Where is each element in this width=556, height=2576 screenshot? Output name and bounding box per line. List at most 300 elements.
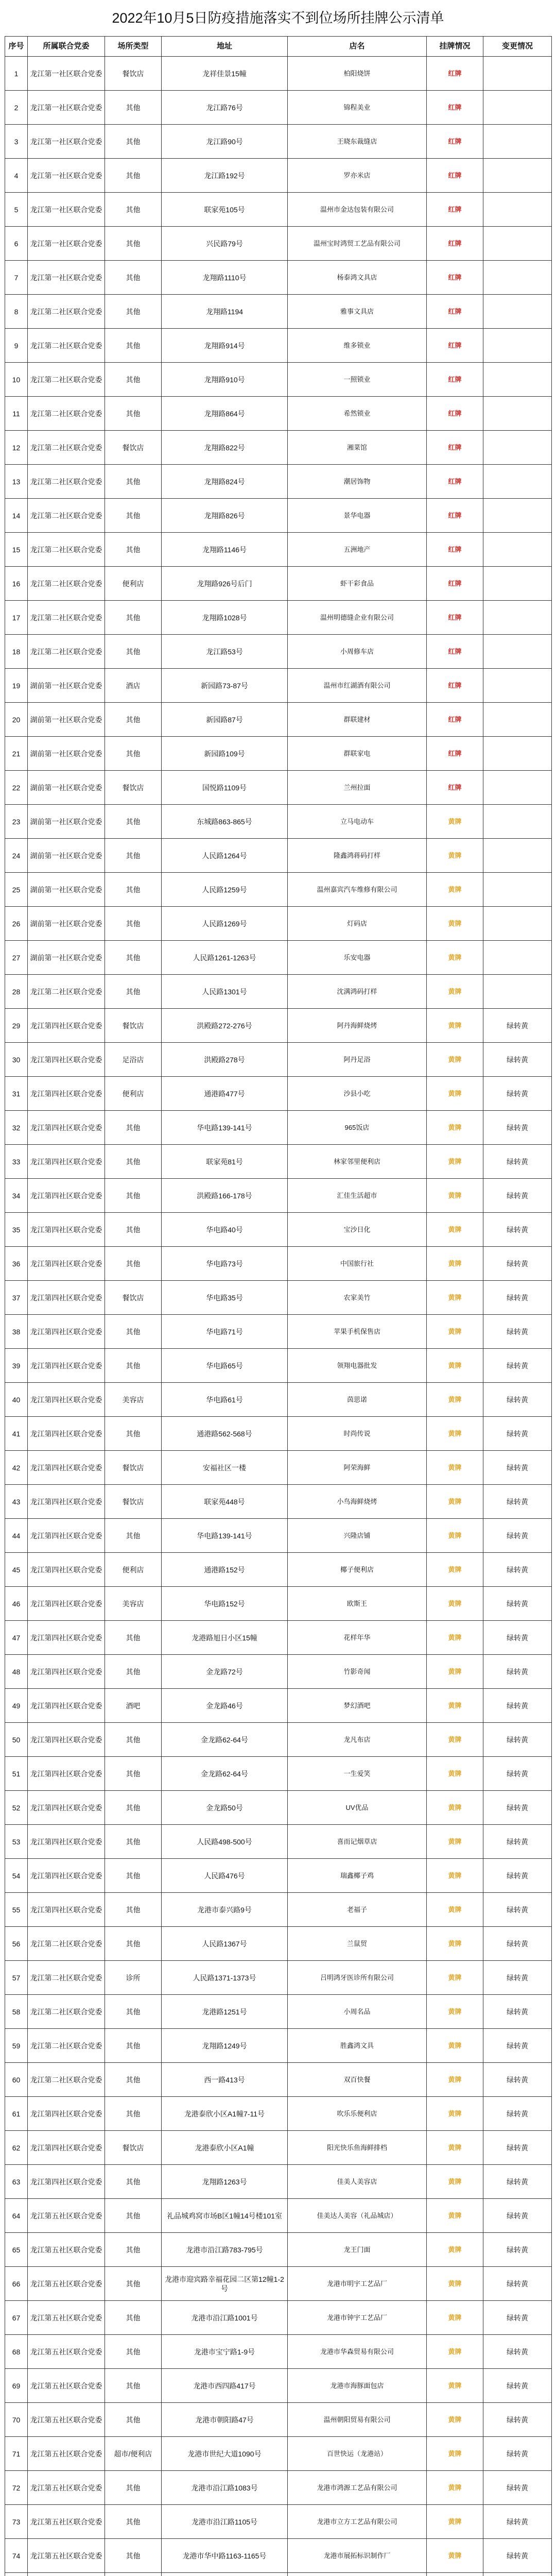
cell-index: 65 <box>5 2233 28 2267</box>
cell-party: 龙江第四社区联合党委 <box>28 1111 105 1145</box>
cell-type: 其他 <box>105 227 162 261</box>
cell-plate: 黄牌 <box>427 1757 483 1791</box>
cell-plate: 黄牌 <box>427 1519 483 1553</box>
cell-plate: 黄牌 <box>427 1111 483 1145</box>
cell-type: 诊所 <box>105 1961 162 1995</box>
cell-plate: 黄牌 <box>427 2233 483 2267</box>
table-row <box>5 533 552 567</box>
cell-change: 绿转黄 <box>483 2539 552 2573</box>
cell-shop: 龙港市展拓标识制作厂 <box>288 2539 427 2573</box>
cell-address: 龙翔路910号 <box>162 363 288 397</box>
cell-change: 绿转黄 <box>483 1689 552 1723</box>
cell-shop: 时尚传说 <box>288 1417 427 1451</box>
cell-address: 龙翔路824号 <box>162 465 288 499</box>
cell-type: 其他 <box>105 363 162 397</box>
cell-address: 人民路1264号 <box>162 839 288 873</box>
table-row <box>5 1281 552 1315</box>
cell-shop: 希然锁业 <box>288 397 427 431</box>
cell-party: 龙江第二社区联合党委 <box>28 363 105 397</box>
table-row <box>5 1451 552 1485</box>
cell-address: 龙港市华中路1163-1165号 <box>162 2539 288 2573</box>
table-row <box>5 465 552 499</box>
cell-change <box>483 805 552 839</box>
cell-shop: 温州朝阳贸易有限公司 <box>288 2403 427 2437</box>
cell-shop: 阿荣海鲜 <box>288 1451 427 1485</box>
cell-type: 其他 <box>105 2471 162 2505</box>
cell-address: 龙翔路826号 <box>162 499 288 533</box>
cell-address: 龙港泰欣小区A1幢 <box>162 2131 288 2165</box>
table-row <box>5 1995 552 2029</box>
cell-address: 龙港市泰兴路9号 <box>162 1893 288 1927</box>
cell-plate: 黄牌 <box>427 2471 483 2505</box>
table-row <box>5 159 552 193</box>
cell-index: 57 <box>5 1961 28 1995</box>
cell-shop: 温州明德缝企业有限公司 <box>288 601 427 635</box>
table-row <box>5 499 552 533</box>
cell-type: 其他 <box>105 907 162 941</box>
cell-plate: 黄牌 <box>427 2437 483 2471</box>
table-row <box>5 2505 552 2539</box>
cell-shop: 温州宝时鸿贸工艺品有限公司 <box>288 227 427 261</box>
cell-plate: 黄牌 <box>427 1825 483 1859</box>
cell-party: 龙江第四社区联合党委 <box>28 1655 105 1689</box>
cell-party: 龙江第五社区联合党委 <box>28 2539 105 2573</box>
cell-plate: 红牌 <box>427 601 483 635</box>
table-row <box>5 2539 552 2573</box>
cell-shop: 一生爱笑 <box>288 1757 427 1791</box>
cell-party: 湖前第一社区联合党委 <box>28 941 105 975</box>
cell-type: 餐饮店 <box>105 2131 162 2165</box>
cell-party: 龙江第四社区联合党委 <box>28 1383 105 1417</box>
cell-party: 龙江第五社区联合党委 <box>28 2267 105 2301</box>
cell-party: 龙江第二社区联合党委 <box>28 2029 105 2063</box>
cell-party: 龙江第二社区联合党委 <box>28 567 105 601</box>
table-row <box>5 2199 552 2233</box>
cell-index: 67 <box>5 2301 28 2335</box>
table-row <box>5 1111 552 1145</box>
cell-change <box>483 771 552 805</box>
cell-type: 餐饮店 <box>105 1485 162 1519</box>
table-row <box>5 2267 552 2301</box>
table-header-row <box>5 37 552 57</box>
cell-party: 龙江第四社区联合党委 <box>28 1893 105 1927</box>
cell-plate: 黄牌 <box>427 2369 483 2403</box>
cell-party: 龙江第二社区联合党委 <box>28 975 105 1009</box>
cell-plate: 黄牌 <box>427 1553 483 1587</box>
cell-type: 超市/便利店 <box>105 2437 162 2471</box>
cell-party: 龙江第四社区联合党委 <box>28 1553 105 1587</box>
table-row <box>5 1043 552 1077</box>
cell-index: 26 <box>5 907 28 941</box>
cell-type: 餐饮店 <box>105 57 162 91</box>
cell-type: 其他 <box>105 1655 162 1689</box>
cell-index: 60 <box>5 2063 28 2097</box>
cell-address: 人民路1269号 <box>162 907 288 941</box>
cell-type: 其他 <box>105 1723 162 1757</box>
cell-change <box>483 397 552 431</box>
cell-index: 69 <box>5 2369 28 2403</box>
cell-index: 36 <box>5 1247 28 1281</box>
cell-plate: 红牌 <box>427 91 483 125</box>
page-title: 2022年10月5日防疫措施落实不到位场所挂牌公示清单 <box>112 10 444 26</box>
cell-shop: 佳美人美容店 <box>288 2165 427 2199</box>
cell-type: 其他 <box>105 2063 162 2097</box>
cell-type: 其他 <box>105 2369 162 2403</box>
cell-change <box>483 465 552 499</box>
cell-plate: 黄牌 <box>427 1383 483 1417</box>
cell-plate: 黄牌 <box>427 2505 483 2539</box>
cell-address: 龙翔路914号 <box>162 329 288 363</box>
cell-index: 17 <box>5 601 28 635</box>
cell-type: 其他 <box>105 1145 162 1179</box>
cell-party: 龙江第四社区联合党委 <box>28 1689 105 1723</box>
cell-plate: 黄牌 <box>427 1791 483 1825</box>
cell-plate: 黄牌 <box>427 2029 483 2063</box>
cell-index: 50 <box>5 1723 28 1757</box>
cell-plate: 红牌 <box>427 635 483 669</box>
cell-change: 绿转黄 <box>483 1485 552 1519</box>
table-row <box>5 2233 552 2267</box>
cell-type: 其他 <box>105 1519 162 1553</box>
cell-party: 龙江第四社区联合党委 <box>28 1145 105 1179</box>
cell-address <box>162 2573 288 2576</box>
table-row <box>5 1383 552 1417</box>
cell-index: 1 <box>5 57 28 91</box>
cell-change: 绿转黄 <box>483 1893 552 1927</box>
cell-address: 人民路1371-1373号 <box>162 1961 288 1995</box>
cell-index: 8 <box>5 295 28 329</box>
cell-address: 新园路87号 <box>162 703 288 737</box>
cell-party: 龙江第一社区联合党委 <box>28 227 105 261</box>
cell-party: 龙江第四社区联合党委 <box>28 1213 105 1247</box>
cell-index: 48 <box>5 1655 28 1689</box>
cell-plate: 黄牌 <box>427 2165 483 2199</box>
table-row <box>5 2029 552 2063</box>
cell-shop: 兰州拉面 <box>288 771 427 805</box>
cell-address: 通港路152号 <box>162 1553 288 1587</box>
cell-index: 18 <box>5 635 28 669</box>
cell-shop: 中国旅行社 <box>288 1247 427 1281</box>
cell-index: 56 <box>5 1927 28 1961</box>
cell-shop: 沈满鸿码打样 <box>288 975 427 1009</box>
cell-address: 洪殿路278号 <box>162 1043 288 1077</box>
table-row <box>5 329 552 363</box>
cell-plate: 红牌 <box>427 125 483 159</box>
cell-shop: 雅事文具店 <box>288 295 427 329</box>
cell-index: 37 <box>5 1281 28 1315</box>
cell-index: 38 <box>5 1315 28 1349</box>
cell-index: 53 <box>5 1825 28 1859</box>
cell-address: 龙港泰欣小区A1幢7-11号 <box>162 2097 288 2131</box>
cell-plate: 黄牌 <box>427 1995 483 2029</box>
cell-change <box>483 261 552 295</box>
cell-party: 湖前第一社区联合党委 <box>28 669 105 703</box>
cell-type: 其他 <box>105 1995 162 2029</box>
cell-type: 其他 <box>105 601 162 635</box>
cell-party: 湖前第一社区联合党委 <box>28 839 105 873</box>
table-row <box>5 1077 552 1111</box>
cell-plate: 红牌 <box>427 533 483 567</box>
cell-party: 龙江第五社区联合党委 <box>28 2403 105 2437</box>
cell-shop: 阿丹海鲜烧烤 <box>288 1009 427 1043</box>
cell-party: 龙江第四社区联合党委 <box>28 1791 105 1825</box>
cell-plate: 黄牌 <box>427 873 483 907</box>
cell-shop: 景华电器 <box>288 499 427 533</box>
cell-shop: 吹乐乐便利店 <box>288 2097 427 2131</box>
header-change: 变更情况 <box>483 37 552 57</box>
cell-shop: 乐安电器 <box>288 941 427 975</box>
cell-change <box>483 567 552 601</box>
cell-change: 绿转黄 <box>483 2505 552 2539</box>
cell-address: 龙翔路822号 <box>162 431 288 465</box>
cell-plate: 黄牌 <box>427 1213 483 1247</box>
table-row <box>5 2471 552 2505</box>
cell-shop: 竹影奇闻 <box>288 1655 427 1689</box>
cell-index: 66 <box>5 2267 28 2301</box>
cell-type: 其他 <box>105 2301 162 2335</box>
cell-shop: 兰鼠贸 <box>288 1927 427 1961</box>
cell-index: 11 <box>5 397 28 431</box>
cell-party: 龙江第二社区联合党委 <box>28 1961 105 1995</box>
table-row <box>5 1213 552 1247</box>
cell-shop: 龙凡布店 <box>288 1723 427 1757</box>
table-row <box>5 1655 552 1689</box>
cell-change: 绿转黄 <box>483 1859 552 1893</box>
cell-plate: 黄牌 <box>427 1927 483 1961</box>
cell-index: 20 <box>5 703 28 737</box>
cell-address: 龙港市世纪大道1090号 <box>162 2437 288 2471</box>
cell-plate: 红牌 <box>427 363 483 397</box>
table-row <box>5 771 552 805</box>
cell-party: 龙江第二社区联合党委 <box>28 2063 105 2097</box>
cell-index: 44 <box>5 1519 28 1553</box>
table-row <box>5 125 552 159</box>
cell-party: 龙江第二社区联合党委 <box>28 397 105 431</box>
table-row <box>5 703 552 737</box>
cell-type: 便利店 <box>105 1077 162 1111</box>
cell-shop: 杨泰鸿文具店 <box>288 261 427 295</box>
cell-type: 其他 <box>105 465 162 499</box>
table-row <box>5 1757 552 1791</box>
cell-address: 新园路109号 <box>162 737 288 771</box>
table-row <box>5 2437 552 2471</box>
table-row <box>5 1417 552 1451</box>
cell-party: 龙江第一社区联合党委 <box>28 125 105 159</box>
cell-plate: 红牌 <box>427 193 483 227</box>
cell-change <box>483 125 552 159</box>
cell-address: 金龙路46号 <box>162 1689 288 1723</box>
cell-change <box>483 601 552 635</box>
table-row <box>5 1961 552 1995</box>
cell-shop: 苹果手机保售店 <box>288 1315 427 1349</box>
cell-plate: 黄牌 <box>427 1961 483 1995</box>
cell-plate: 黄牌 <box>427 805 483 839</box>
cell-shop: 维多锁业 <box>288 329 427 363</box>
cell-plate: 红牌 <box>427 397 483 431</box>
cell-plate: 黄牌 <box>427 1893 483 1927</box>
table-row <box>5 2403 552 2437</box>
cell-index: 25 <box>5 873 28 907</box>
cell-type: 其他 <box>105 2505 162 2539</box>
table-row <box>5 1859 552 1893</box>
cell-index: 29 <box>5 1009 28 1043</box>
cell-change: 绿转黄 <box>483 2165 552 2199</box>
cell-change: 绿转黄 <box>483 1213 552 1247</box>
cell-change: 绿转黄 <box>483 1349 552 1383</box>
cell-plate: 黄牌 <box>427 1859 483 1893</box>
cell-party: 湖前第一社区联合党委 <box>28 873 105 907</box>
cell-shop: 百世快运（龙港站） <box>288 2437 427 2471</box>
cell-change: 绿转黄 <box>483 1247 552 1281</box>
cell-address: 龙翔路1146号 <box>162 533 288 567</box>
cell-shop: 群联建材 <box>288 703 427 737</box>
cell-address: 金龙路72号 <box>162 1655 288 1689</box>
cell-plate: 黄牌 <box>427 975 483 1009</box>
cell-change: 绿转黄 <box>483 1553 552 1587</box>
cell-change <box>483 737 552 771</box>
cell-shop: 椰子便利店 <box>288 1553 427 1587</box>
cell-address: 华电路73号 <box>162 1247 288 1281</box>
table-row <box>5 1621 552 1655</box>
cell-plate: 黄牌 <box>427 941 483 975</box>
cell-party: 龙江第四社区联合党委 <box>28 1519 105 1553</box>
cell-change <box>483 431 552 465</box>
cell-type: 其他 <box>105 839 162 873</box>
cell-address: 安福社区一楼 <box>162 1451 288 1485</box>
cell-change <box>483 227 552 261</box>
cell-plate <box>427 2573 483 2576</box>
cell-index: 63 <box>5 2165 28 2199</box>
cell-change <box>483 533 552 567</box>
cell-shop: 王晓东裁缝店 <box>288 125 427 159</box>
cell-address: 人民路1367号 <box>162 1927 288 1961</box>
cell-change <box>483 669 552 703</box>
cell-change <box>483 295 552 329</box>
cell-plate: 黄牌 <box>427 1247 483 1281</box>
cell-index <box>5 2573 28 2576</box>
cell-party: 龙江第二社区联合党委 <box>28 499 105 533</box>
cell-index: 28 <box>5 975 28 1009</box>
cell-shop: 龙港市华森贸易有限公司 <box>288 2335 427 2369</box>
cell-party: 龙江第一社区联合党委 <box>28 57 105 91</box>
cell-type: 其他 <box>105 261 162 295</box>
cell-change: 绿转黄 <box>483 1451 552 1485</box>
table-row <box>5 2369 552 2403</box>
cell-type: 餐饮店 <box>105 771 162 805</box>
cell-index: 43 <box>5 1485 28 1519</box>
cell-change <box>483 941 552 975</box>
cell-index: 3 <box>5 125 28 159</box>
cell-shop: 温州市金达包装有限公司 <box>288 193 427 227</box>
cell-shop: 喜而记烟草店 <box>288 1825 427 1859</box>
cell-shop: 农家美竹 <box>288 1281 427 1315</box>
cell-index: 55 <box>5 1893 28 1927</box>
table-row <box>5 2573 552 2576</box>
table-row <box>5 363 552 397</box>
cell-party: 龙江第四社区联合党委 <box>28 1723 105 1757</box>
table-row <box>5 295 552 329</box>
cell-plate: 黄牌 <box>427 1451 483 1485</box>
table-row <box>5 567 552 601</box>
cell-address: 龙江路90号 <box>162 125 288 159</box>
cell-index: 9 <box>5 329 28 363</box>
cell-index: 41 <box>5 1417 28 1451</box>
cell-index: 14 <box>5 499 28 533</box>
cell-change: 绿转黄 <box>483 2131 552 2165</box>
cell-address: 华电路40号 <box>162 1213 288 1247</box>
cell-address: 人民路1301号 <box>162 975 288 1009</box>
cell-change: 绿转黄 <box>483 2403 552 2437</box>
table-row <box>5 805 552 839</box>
cell-party: 龙江第五社区联合党委 <box>28 2199 105 2233</box>
cell-address: 龙江路76号 <box>162 91 288 125</box>
cell-party: 龙江第四社区联合党委 <box>28 1825 105 1859</box>
cell-change <box>483 873 552 907</box>
table-row <box>5 227 552 261</box>
table-row <box>5 873 552 907</box>
table-row <box>5 737 552 771</box>
cell-plate: 黄牌 <box>427 1655 483 1689</box>
cell-change: 绿转黄 <box>483 1825 552 1859</box>
cell-address: 华电路71号 <box>162 1315 288 1349</box>
cell-address: 龙港市沿江路1083号 <box>162 2471 288 2505</box>
cell-shop: 汇佳生活超市 <box>288 1179 427 1213</box>
cell-type: 其他 <box>105 1927 162 1961</box>
cell-index: 33 <box>5 1145 28 1179</box>
cell-shop: 灯码店 <box>288 907 427 941</box>
table-row <box>5 1315 552 1349</box>
cell-address: 龙翔路1110号 <box>162 261 288 295</box>
cell-change: 绿转黄 <box>483 1009 552 1043</box>
cell-plate: 红牌 <box>427 703 483 737</box>
table-row <box>5 669 552 703</box>
cell-party: 龙江第二社区联合党委 <box>28 329 105 363</box>
cell-shop: 胜鑫鸿文具 <box>288 2029 427 2063</box>
cell-party: 龙江第四社区联合党委 <box>28 1179 105 1213</box>
cell-shop: 龙港市钟宇工艺品厂 <box>288 2301 427 2335</box>
cell-index: 49 <box>5 1689 28 1723</box>
cell-change: 绿转黄 <box>483 2063 552 2097</box>
cell-address: 国悦路1109号 <box>162 771 288 805</box>
cell-change: 绿转黄 <box>483 1315 552 1349</box>
cell-change: 绿转黄 <box>483 1417 552 1451</box>
table-row <box>5 2063 552 2097</box>
table-row <box>5 907 552 941</box>
cell-index: 52 <box>5 1791 28 1825</box>
cell-party: 龙江第二社区联合党委 <box>28 533 105 567</box>
cell-index: 64 <box>5 2199 28 2233</box>
cell-plate: 红牌 <box>427 771 483 805</box>
cell-type: 其他 <box>105 1349 162 1383</box>
cell-plate: 黄牌 <box>427 1485 483 1519</box>
cell-address: 通港路477号 <box>162 1077 288 1111</box>
cell-party <box>28 2573 105 2576</box>
cell-type: 酒店 <box>105 669 162 703</box>
cell-index: 71 <box>5 2437 28 2471</box>
cell-shop: 隆鑫鸿蒋码打样 <box>288 839 427 873</box>
cell-type: 其他 <box>105 2165 162 2199</box>
cell-change: 绿转黄 <box>483 2437 552 2471</box>
cell-plate: 红牌 <box>427 669 483 703</box>
cell-type: 便利店 <box>105 1553 162 1587</box>
cell-change: 绿转黄 <box>483 1791 552 1825</box>
cell-shop: 一照锁业 <box>288 363 427 397</box>
cell-type: 餐饮店 <box>105 1009 162 1043</box>
cell-type: 其他 <box>105 159 162 193</box>
cell-type: 餐饮店 <box>105 431 162 465</box>
cell-party: 龙江第一社区联合党委 <box>28 193 105 227</box>
table-row <box>5 1689 552 1723</box>
